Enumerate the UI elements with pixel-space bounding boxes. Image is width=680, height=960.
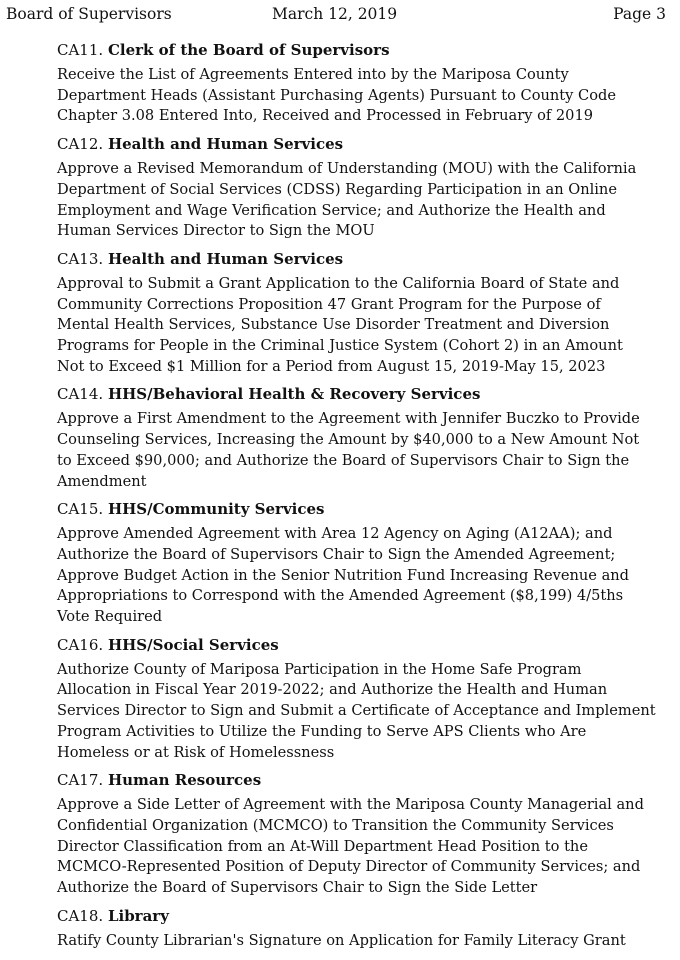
agenda-item-description [57,274,667,378]
agenda-item-department: Health and Human Services [107,135,344,154]
agenda-item-title [57,498,667,520]
agenda-item-title [57,905,667,927]
description-line: Chapter 3.08 Entered Into, Received and Processed in February of 2019 [57,107,594,125]
agenda-item [57,634,667,764]
description-line: Programs for People in the Criminal Justice System (Cohort 2) in an Amount [57,337,623,355]
header-organization: Board of Supervisors [6,5,172,23]
description-line: Not to Exceed $1 Million for a Period from August 15, 2019-May 15, 2023 [57,357,606,375]
agenda-item-description [57,159,667,242]
description-line: Approve a First Amendment to the Agreement with Jennifer Buczko to Provide [57,410,640,428]
agenda-item-number: CA12. [57,135,104,154]
description-line: to Exceed $90,000; and Authorize the Board of Supervisors Chair to Sign the [57,451,630,469]
agenda-item-department: HHS/Social Services [107,635,279,654]
header-date: March 12, 2019 [272,5,398,23]
description-line: Human Services Director to Sign the MOU [57,222,375,240]
description-line: Vote Required [57,608,163,626]
agenda-item-number: CA14. [57,385,104,404]
description-line: Authorize the Board of Supervisors Chair to Sign the Side Letter [57,879,538,897]
agenda-item [57,383,667,492]
agenda-item-description [57,931,667,952]
description-line: Employment and Wage Verification Service; and Authorize the Health and [57,201,606,219]
description-line: Program Activities to Utilize the Funding to Serve APS Clients who Are [57,722,587,740]
description-line: Approve a Revised Memorandum of Understanding (MOU) with the California [57,160,637,178]
description-line: MCMCO-Represented Position of Deputy Director of Community Services; and [57,858,641,876]
description-line: Authorize County of Mariposa Participation in the Home Safe Program [57,660,582,678]
description-line: Community Corrections Proposition 47 Grant Program for the Purpose of [57,295,601,313]
agenda-item-number: CA16. [57,635,104,654]
agenda-item [57,769,667,899]
description-line: Homeless or at Risk of Homelessness [57,743,335,761]
agenda-item-description [57,65,667,127]
agenda-item-number: CA18. [57,906,104,925]
agenda-item-description [57,524,667,628]
agenda-item-department: Health and Human Services [107,249,344,268]
agenda-item-department: Library [107,906,169,925]
description-line: Approval to Submit a Grant Application to the California Board of State and [57,274,620,292]
description-line: Department Heads (Assistant Purchasing Agents) Pursuant to County Code [57,86,616,104]
description-line: Ratify County Librarian's Signature on Application for Family Literacy Grant [57,931,626,949]
agenda-item-title [57,39,667,61]
agenda-item-number: CA11. [57,41,104,59]
agenda-item-title [57,383,667,405]
description-line: Services Director to Sign and Submit a Certificate of Acceptance and Implement [57,702,656,720]
description-line: Counseling Services, Increasing the Amount by $40,000 to a New Amount Not [57,431,640,449]
page-header [0,3,680,25]
agenda-items [57,39,667,958]
agenda-item [57,498,667,628]
agenda-item-number: CA15. [57,500,104,519]
agenda-item-number: CA13. [57,249,104,268]
agenda-item-department: Clerk of the Board of Supervisors [107,41,390,59]
description-line: Receive the List of Agreements Entered into by the Mariposa County [57,66,569,83]
description-line: Allocation in Fiscal Year 2019-2022; and Authorize the Health and Human [57,681,608,699]
agenda-item-department: Human Resources [107,771,262,790]
agenda-item [57,39,667,127]
agenda-item-number: CA17. [57,771,104,790]
agenda-item-title [57,769,667,791]
agenda-item-department: HHS/Behavioral Health & Recovery Services [107,385,481,404]
agenda-item-description [57,409,667,492]
agenda-item-description [57,795,667,899]
description-line: Confidential Organization (MCMCO) to Transition the Community Services [57,816,614,834]
description-line: Approve Amended Agreement with Area 12 Agency on Aging (A12AA); and [57,525,613,543]
agenda-item [57,905,667,952]
description-line: Mental Health Services, Substance Use Disorder Treatment and Diversion [57,316,610,334]
description-line: Director Classification from an At-Will Department Head Position to the [57,837,588,855]
description-line: Amendment [57,472,147,490]
agenda-item-title [57,634,667,656]
description-line: Authorize the Board of Supervisors Chair to Sign the Amended Agreement; [57,545,616,563]
agenda-item-description [57,660,667,764]
agenda-item-title [57,248,667,270]
description-line: Appropriations to Correspond with the Amended Agreement ($8,199) 4/5ths [57,587,624,605]
description-line: Approve Budget Action in the Senior Nutrition Fund Increasing Revenue and [57,566,630,584]
agenda-item-title [57,133,667,155]
description-line: Department of Social Services (CDSS) Regarding Participation in an Online [57,180,617,198]
agenda-item [57,248,667,378]
agenda-item-department: HHS/Community Services [107,500,325,519]
header-page-number: Page 3 [613,5,666,23]
agenda-item [57,133,667,242]
description-line: Approve a Side Letter of Agreement with the Mariposa County Managerial and [57,796,644,814]
